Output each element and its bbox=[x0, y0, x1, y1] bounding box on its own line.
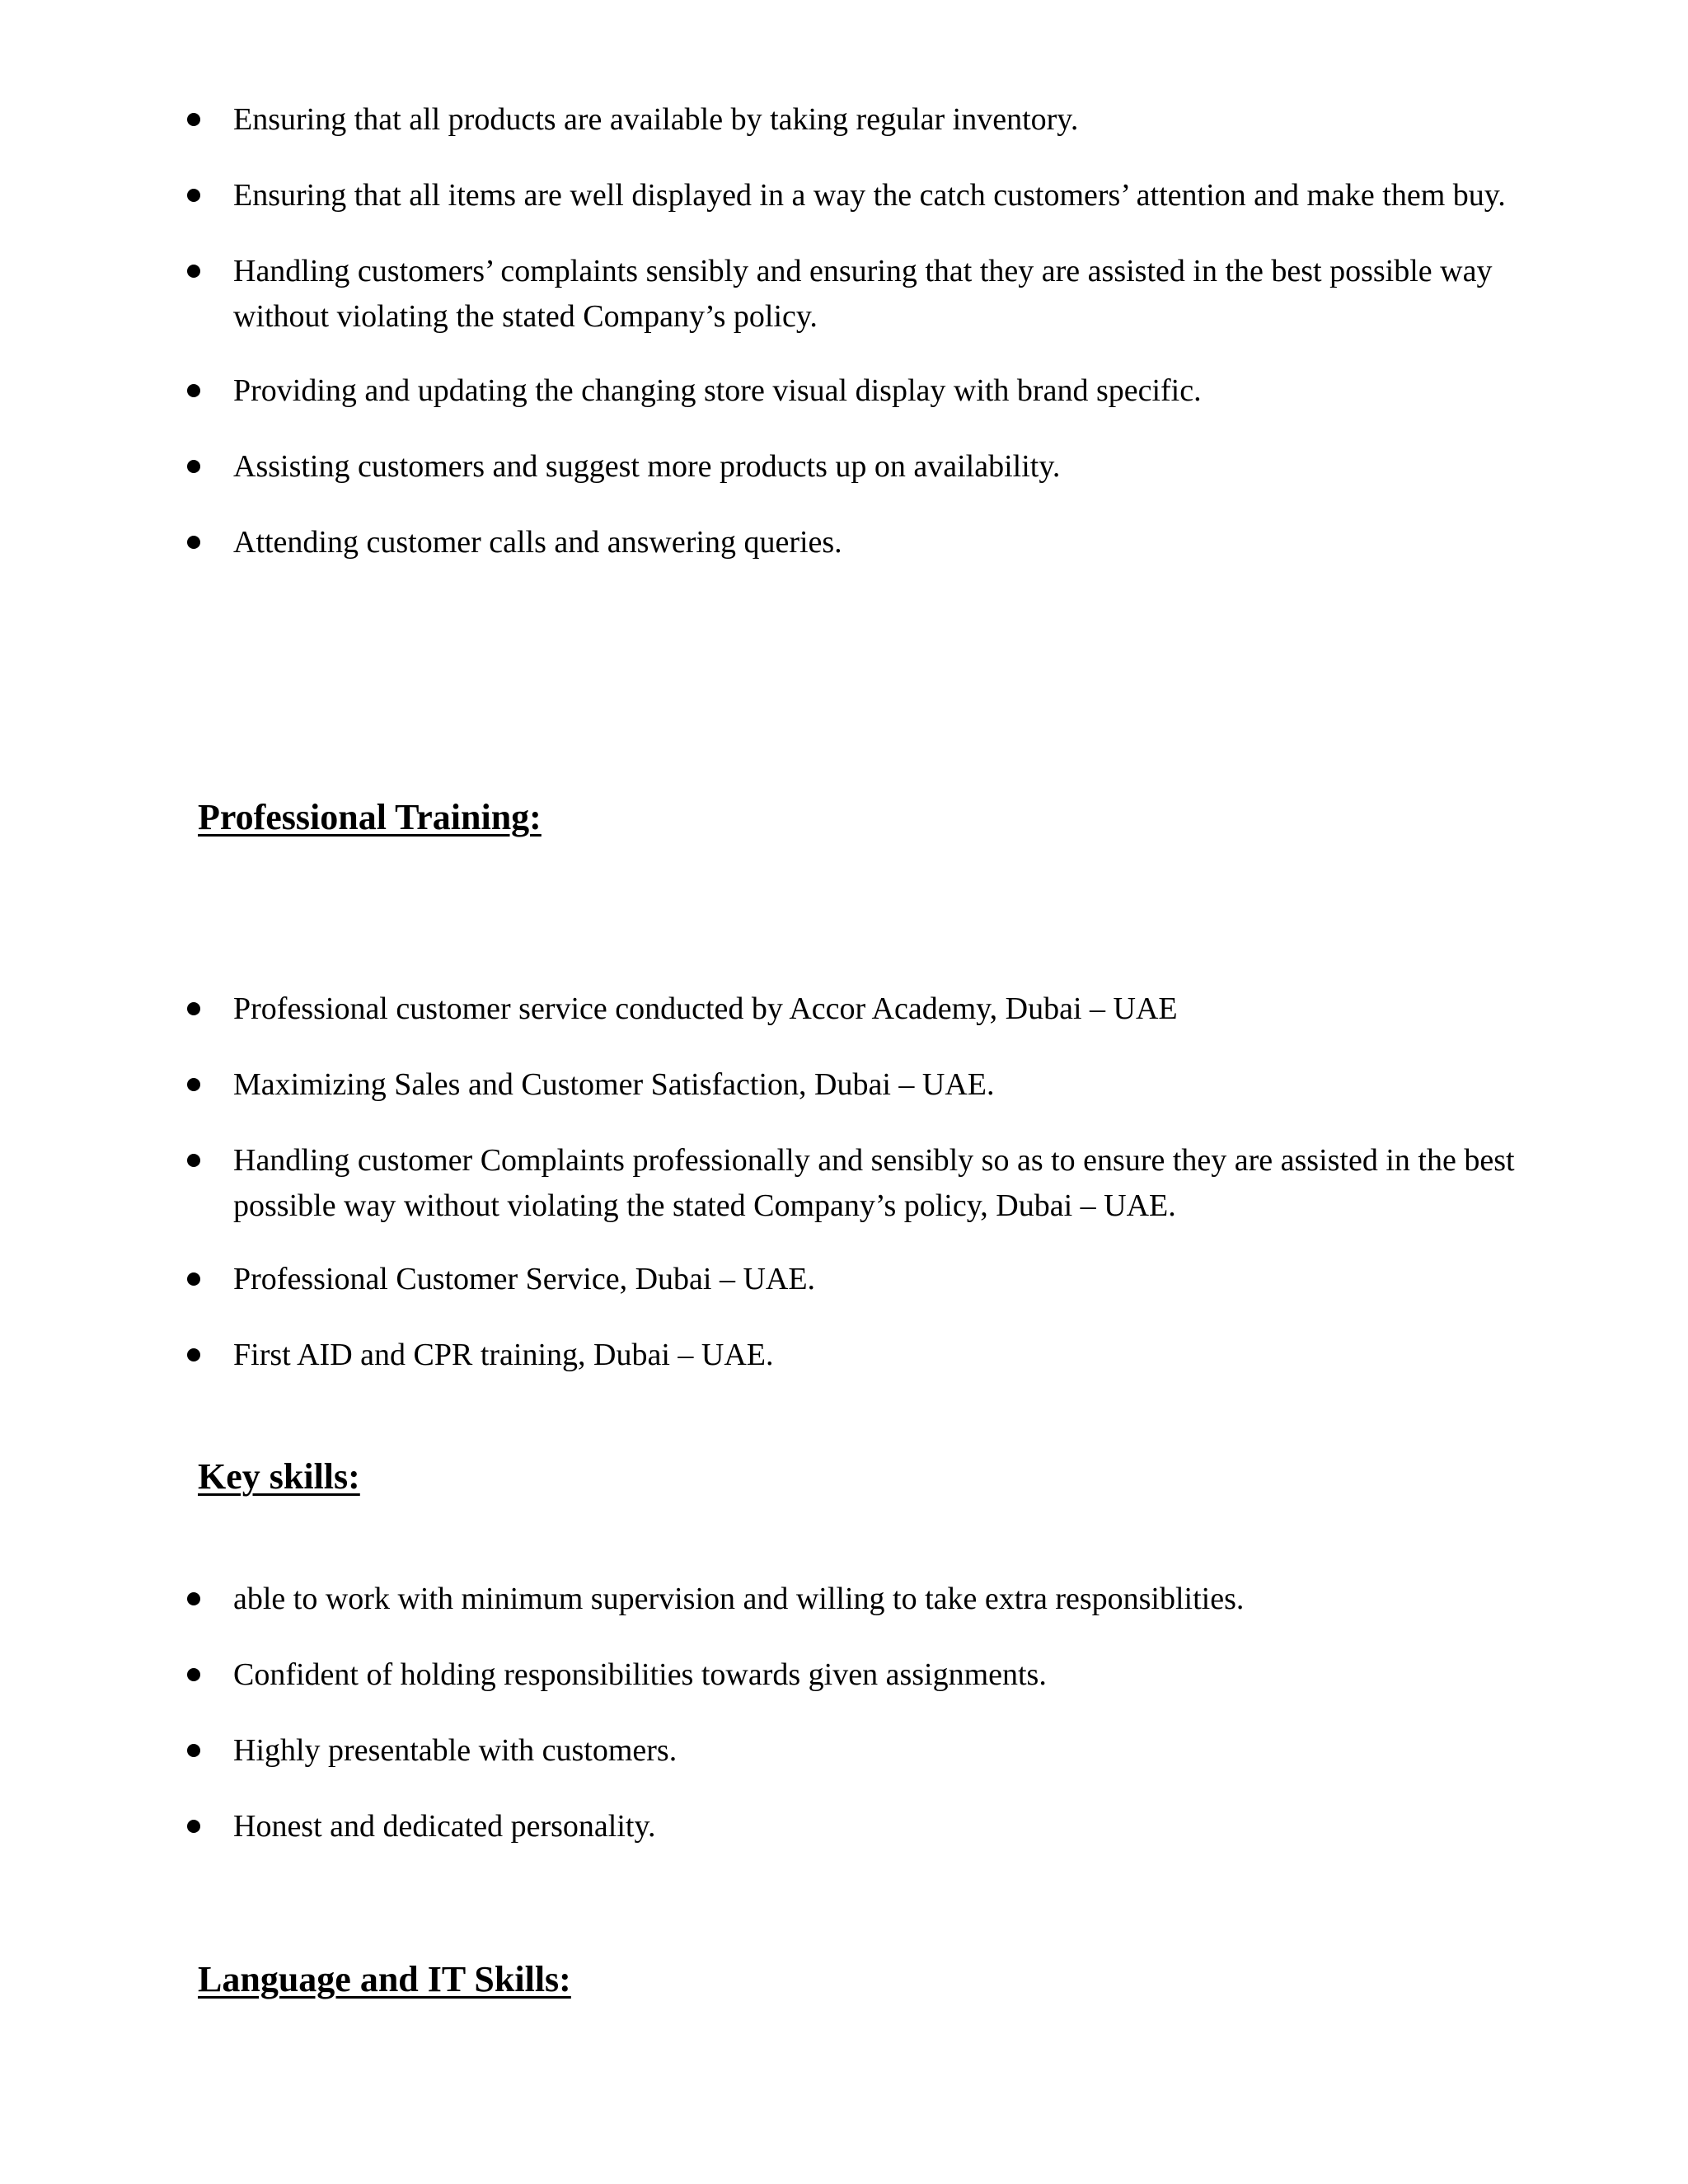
list-item-text: Attending customer calls and answering queries. bbox=[233, 525, 842, 560]
bullet-icon bbox=[187, 1154, 200, 1167]
list-item-text: Ensuring that all products are available by taking regular inventory. bbox=[233, 102, 1079, 137]
list-item-text: Honest and dedicated personality. bbox=[233, 1809, 656, 1844]
list-item-text: Highly presentable with customers. bbox=[233, 1733, 678, 1768]
list-item-text: Professional customer service conducted by Accor Academy, Dubai – UAE bbox=[233, 991, 1178, 1026]
list-item-text: able to work with minimum supervision and willing to take extra responsiblities. bbox=[233, 1582, 1245, 1616]
bullet-icon bbox=[187, 1002, 200, 1015]
bullet-icon bbox=[187, 460, 200, 473]
bullet-icon bbox=[187, 265, 200, 278]
bullet-icon bbox=[187, 1592, 200, 1605]
list-item-text: Professional Customer Service, Dubai – UAE. bbox=[233, 1262, 816, 1296]
bullet-icon bbox=[187, 536, 200, 549]
bullet-icon bbox=[187, 384, 200, 397]
bullet-icon bbox=[187, 189, 200, 202]
list-item-text: Confident of holding responsibilities towards given assignments. bbox=[233, 1657, 1047, 1692]
section-heading-professional-training: Professional Training: bbox=[198, 797, 542, 837]
section-heading-key-skills: Key skills: bbox=[198, 1456, 360, 1497]
list-item-text: Maximizing Sales and Customer Satisfaction, Dubai – UAE. bbox=[233, 1067, 995, 1102]
list-item-text: Ensuring that all items are well displayed in a way the catch customers’ attention and make them buy. bbox=[233, 178, 1506, 213]
bullet-icon bbox=[187, 1820, 200, 1833]
list-item-text: First AID and CPR training, Dubai – UAE. bbox=[233, 1338, 774, 1372]
list-item-text: Handling customers’ complaints sensibly and ensuring that they are assisted in the best possible way without violating the stated Company’s policy. bbox=[233, 254, 1493, 334]
bullet-icon bbox=[187, 1078, 200, 1091]
bullet-icon bbox=[187, 1348, 200, 1361]
section-heading-language-it-skills: Language and IT Skills: bbox=[198, 1959, 571, 1999]
list-item-text: Assisting customers and suggest more products up on availability. bbox=[233, 449, 1061, 484]
list-item-text: Providing and updating the changing store visual display with brand specific. bbox=[233, 373, 1202, 408]
bullet-icon bbox=[187, 1272, 200, 1286]
bullet-icon bbox=[187, 113, 200, 126]
bullet-icon bbox=[187, 1744, 200, 1757]
list-item-text: Handling customer Complaints professionally and sensibly so as to ensure they are assisted in the best possible way without violating the stated Company’s policy, Dubai – UAE. bbox=[233, 1143, 1515, 1223]
bullet-icon bbox=[187, 1668, 200, 1681]
